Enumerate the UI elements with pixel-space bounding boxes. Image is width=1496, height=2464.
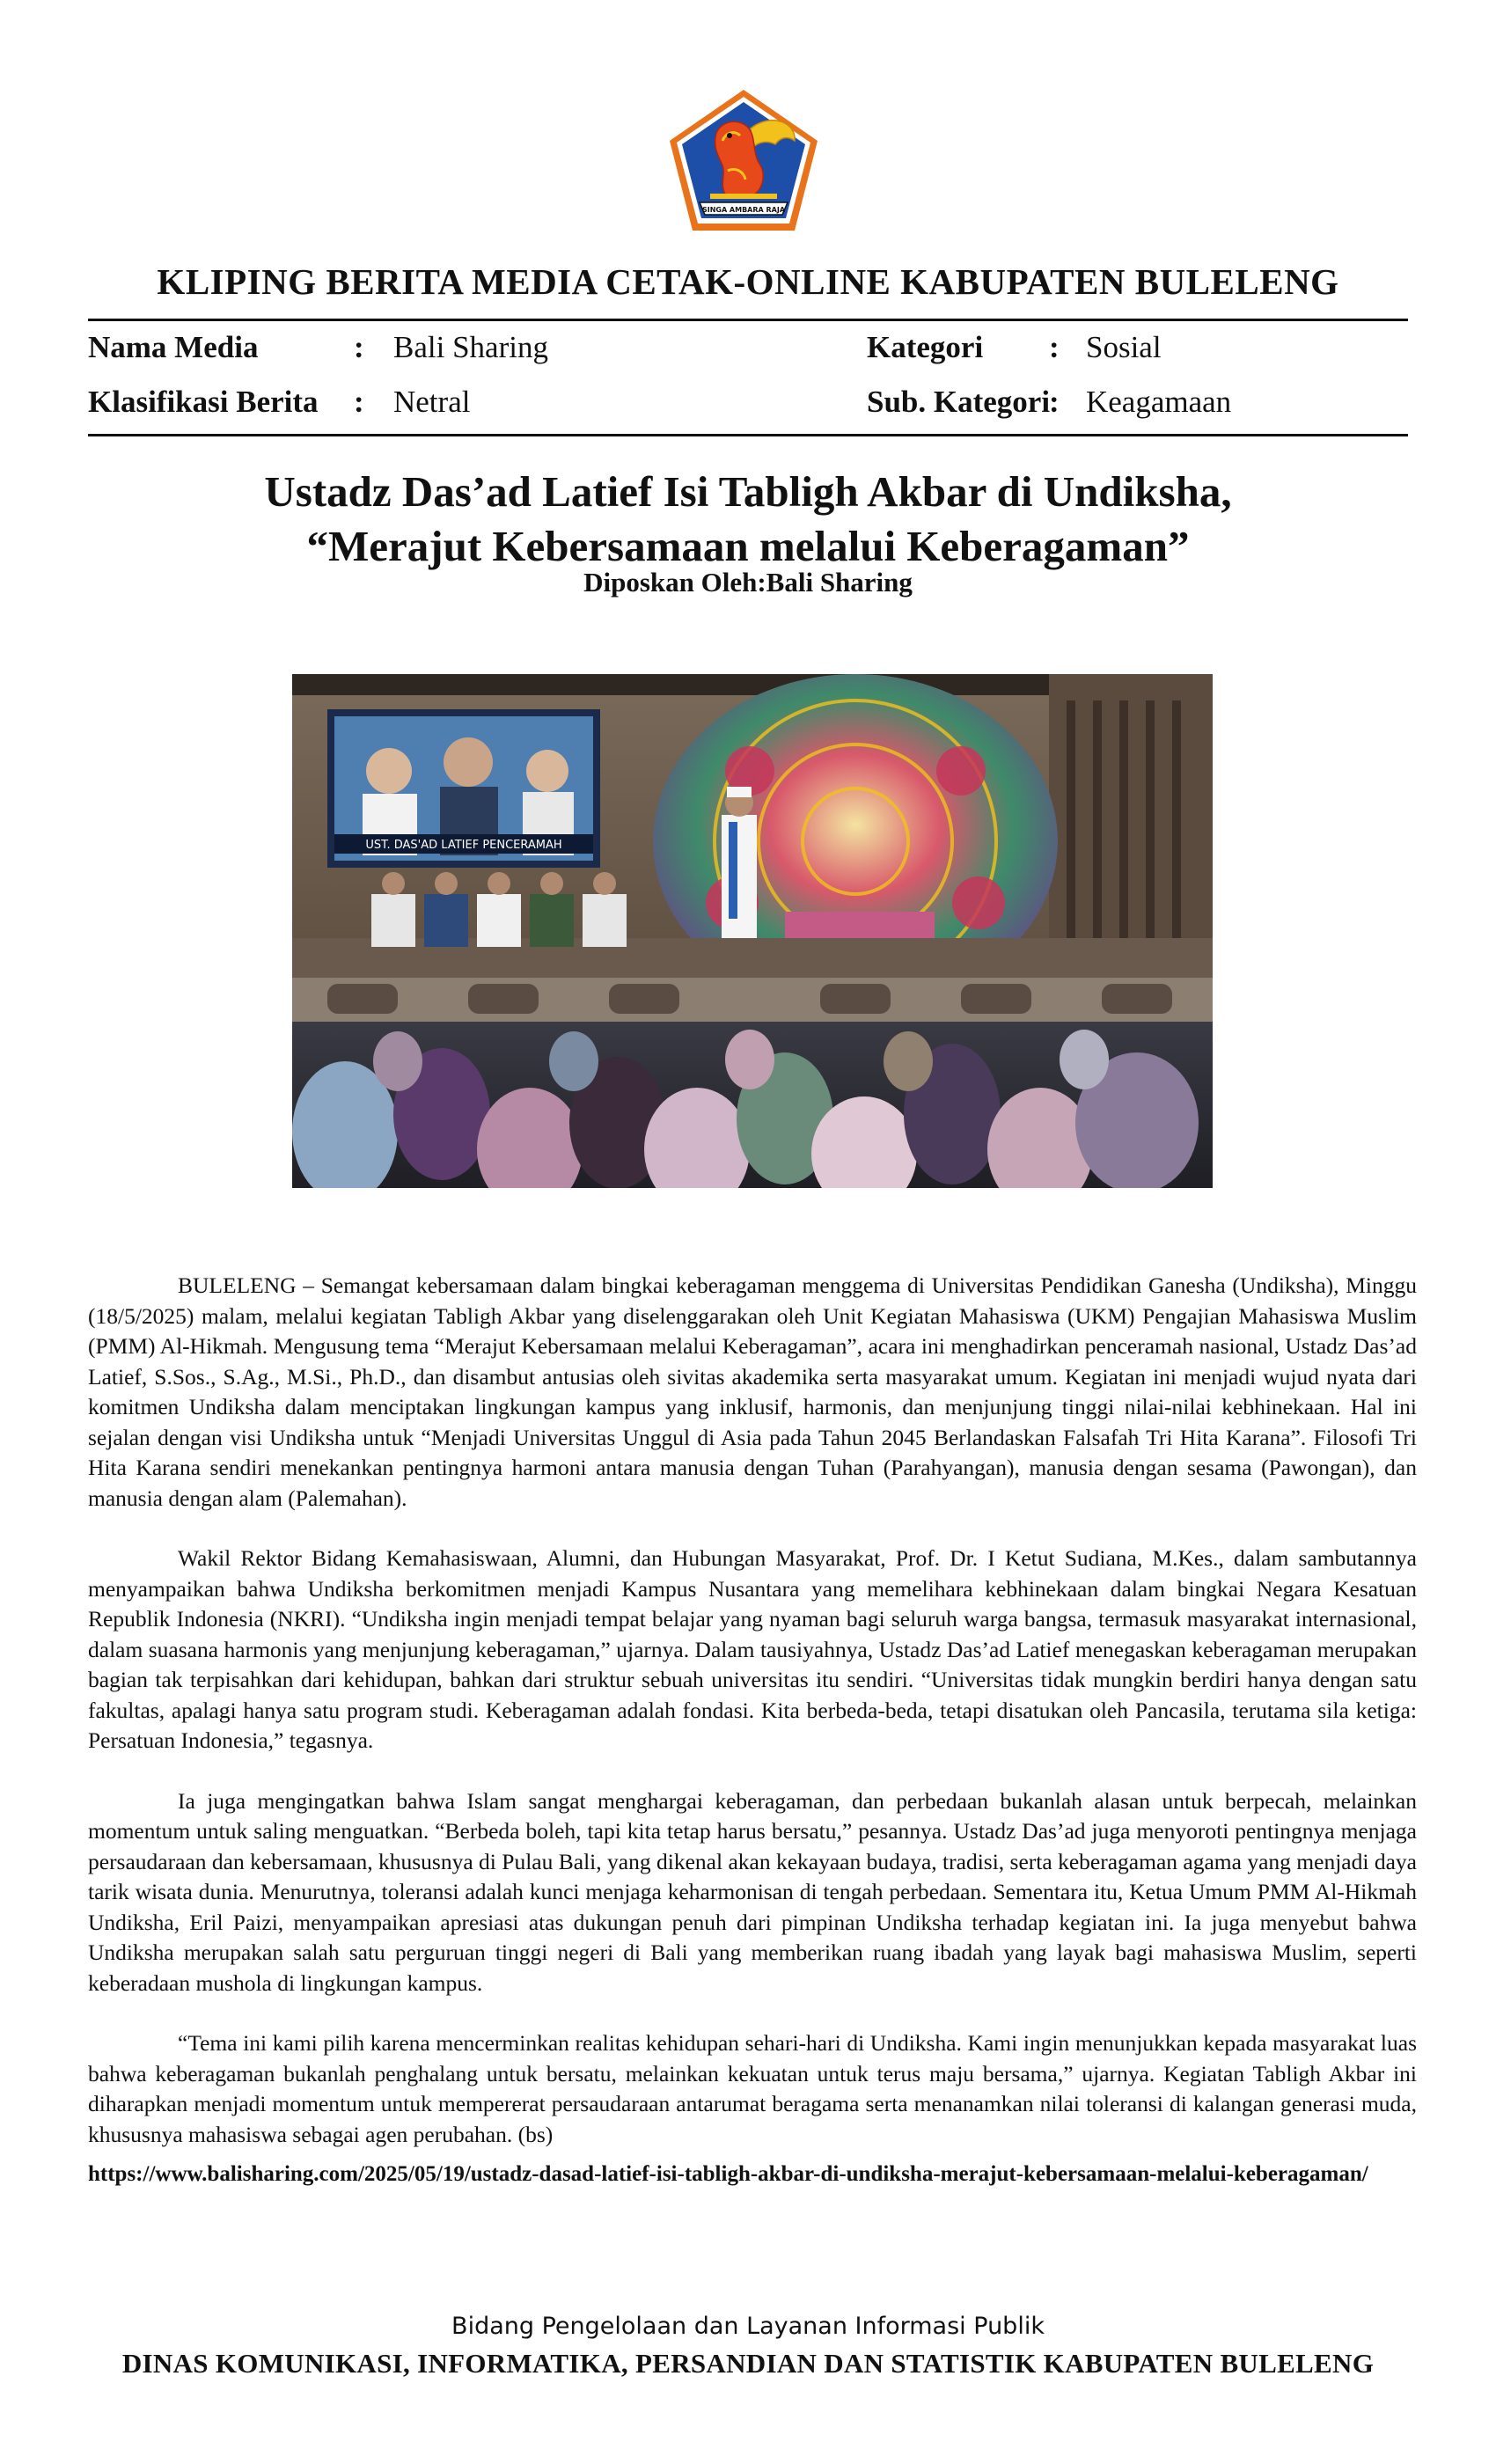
singa-ambara-raja-emblem-icon xyxy=(664,86,823,236)
byline: Diposkan Oleh:Bali Sharing xyxy=(583,567,913,598)
header-rule-bottom xyxy=(88,434,1408,436)
screen-caption: UST. DAS'AD LATIEF PENCERAMAH xyxy=(365,839,562,852)
event-photo xyxy=(292,674,1213,1188)
article-paragraph-3: Ia juga mengingatkan bahwa Islam sangat menghargai keberagaman, dan perbedaan bukanlah alasan untuk berpecah, melainkan momentum untuk saling menguatkan. “Berbeda boleh, tapi kita tetap harus bersatu,” pesannya. Ustadz Das’ad juga menyoroti pentingnya menjaga persaudaraan dan kebersamaan, khususnya di Pulau Bali, yang dikenal akan kekayaan budaya, tradisi, serta keberagaman agama yang menjadi daya tarik wisata dunia. Menurutnya, toleransi adalah kunci menjaga keharmonisan di tengah perbedaan. Sementara itu, Ketua Umum PMM Al-Hikmah Undiksha, Eril Paizi, menyampaikan apresiasi atas dukungan penuh dari pimpinan Undiksha terhadap kegiatan ini. Ia juga menyebut bahwa Undiksha merupakan salah satu perguruan tinggi negeri di Bali yang memberikan ruang ibadah yang layak bagi mahasiswa Muslim, seperti keberadaan mushola di lingkungan kampus. xyxy=(88,1787,1417,1996)
footer-organization: DINAS KOMUNIKASI, INFORMATIKA, PERSANDIAN DAN STATISTIK KABUPATEN BULELENG xyxy=(121,2348,1375,2379)
media-name-colon: : xyxy=(354,330,364,364)
meta-row-2 xyxy=(0,385,1496,423)
category-label: Kategori xyxy=(867,330,984,364)
headline-line-2: “Merajut Kebersamaan melalui Keberagaman” xyxy=(306,522,1190,570)
category-colon: : xyxy=(1049,330,1060,364)
buleleng-emblem-logo xyxy=(664,86,823,236)
subcategory-label: Sub. Kategori xyxy=(867,385,1051,419)
article-paragraph-2: Wakil Rektor Bidang Kemahasiswaan, Alumni, dan Hubungan Masyarakat, Prof. Dr. I Ketut Sudiana, M.Kes., dalam sambutannya menyampaikan bahwa Undiksha berkomitmen menjadi Kampus Nusantara yang memelihara kebhinekaan dalam bingkai Negara Kesatuan Republik Indonesia (NKRI). “Undiksha ingin menjadi tempat belajar yang nyaman bagi seluruh warga bangsa, termasuk masyarakat internasional, dalam suasana harmonis yang menjunjung keberagaman,” ujarnya. Dalam tausiyahnya, Ustadz Das’ad Latief menegaskan keberagaman merupakan bagian tak terpisahkan dari kehidupan, bahkan dari struktur sebuah universitas itu sendiri. “Universitas tidak mungkin berdiri hanya dengan satu fakultas, apalagi hanya satu program studi. Keberagaman adalah fondasi. Kita berbeda-beda, tetapi disatukan oleh Pancasila, terutama sila ketiga: Persatuan Indonesia,” tegasnya. xyxy=(88,1545,1417,1753)
emblem-ribbon-text: SINGA AMBARA RAJA xyxy=(701,206,786,214)
header-rule-top xyxy=(88,319,1408,321)
tabligh-akbar-event-photo xyxy=(292,674,1213,1188)
article-body xyxy=(88,1271,1417,2180)
article-paragraph-4: “Tema ini kami pilih karena mencerminkan realitas kehidupan sehari-hari di Undiksha. Kami ingin menunjukkan kepada masyarakat luas bahwa keberagaman bukanlah penghalang untuk bersatu, melainkan kekuatan untuk terus maju bersama,” ujarnya. Kegiatan Tabligh Akbar ini diharapkan menjadi momentum untuk mempererat persaudaraan antarumat beragama serta menanamkan nilai toleransi di kalangan generasi muda, khususnya mahasiswa sebagai agen perubahan. (bs) xyxy=(88,2030,1417,2147)
clipping-header-title: KLIPING BERITA MEDIA CETAK-ONLINE KABUPATEN BULELENG xyxy=(157,261,1339,302)
category-value: Sosial xyxy=(1086,330,1162,364)
classification-label: Klasifikasi Berita xyxy=(88,385,319,419)
source-url-link[interactable]: https://www.balisharing.com/2025/05/19/ustadz-dasad-latief-isi-tabligh-akbar-di-undiksha-merajut-kebersamaan-melalui-keberagaman/ xyxy=(88,2162,1368,2186)
headline-line-1: Ustadz Das’ad Latief Isi Tabligh Akbar di Undiksha, xyxy=(264,467,1232,516)
subcategory-colon: : xyxy=(1049,385,1060,419)
subcategory-value: Keagamaan xyxy=(1086,385,1232,419)
classification-value: Netral xyxy=(393,385,471,419)
media-name-value: Bali Sharing xyxy=(393,330,548,364)
article-paragraph-1: BULELENG – Semangat kebersamaan dalam bingkai keberagaman menggema di Universitas Pendidikan Ganesha (Undiksha), Minggu (18/5/2025) malam, melalui kegiatan Tabligh Akbar yang diselenggarakan oleh Unit Kegiatan Mahasiswa (UKM) Pengajian Mahasiswa Muslim (PMM) Al-Hikmah. Mengusung tema “Merajut Kebersamaan melalui Keberagaman”, acara ini menghadirkan penceramah nasional, Ustadz Das’ad Latief, S.Sos., S.Ag., M.Si., Ph.D., dan disambut antusias oleh sivitas akademika serta masyarakat umum. Kegiatan ini menjadi wujud nyata dari komitmen Undiksha dalam menciptakan lingkungan kampus yang inklusif, harmonis, dan menjunjung tinggi nilai-nilai kebhinekaan. Hal ini sejalan dengan visi Undiksha untuk “Menjadi Universitas Unggul di Asia pada Tahun 2045 Berlandaskan Falsafah Tri Hita Karana”. Filosofi Tri Hita Karana sendiri menekankan pentingnya harmoni antara manusia dengan Tuhan (Parahyangan), manusia dengan sesama (Pawongan), dan manusia dengan alam (Palemahan). xyxy=(88,1272,1417,1511)
media-name-label: Nama Media xyxy=(88,330,259,364)
footer-department: Bidang Pengelolaan dan Layanan Informasi Publik xyxy=(451,2313,1045,2340)
meta-row-1 xyxy=(0,330,1496,369)
classification-colon: : xyxy=(354,385,364,419)
